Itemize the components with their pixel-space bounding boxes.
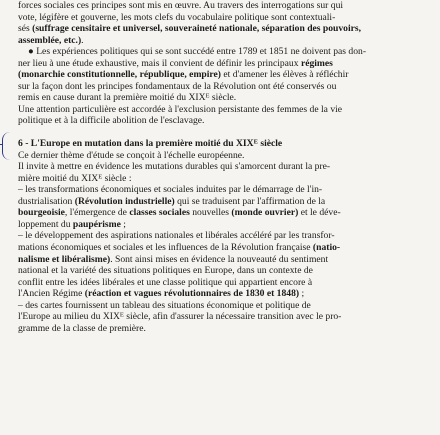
bold-terms: nalisme et libéralisme) bbox=[18, 253, 111, 265]
text-line: l'Europe au milieu du XIX bbox=[18, 311, 120, 323]
paragraph-vocabulary bbox=[18, 0, 434, 46]
text-line: conflit entre les idées libérales et une classe politique qui appartient encore à bbox=[18, 276, 313, 288]
text-line: . bbox=[81, 34, 84, 46]
text-line: mations économiques et sociales et les influences de la Révolution française bbox=[18, 241, 313, 253]
superscript: E bbox=[253, 138, 258, 146]
text-line: . Sont ainsi mises en évidence la nouveauté du sentiment bbox=[110, 253, 329, 265]
text-line: qui se traduisent par l'affirmation de la bbox=[174, 195, 326, 207]
spacer bbox=[18, 127, 434, 138]
text-line: gramme de la classe de première. bbox=[18, 322, 146, 334]
text-line: ; bbox=[120, 218, 126, 230]
list-item-maps bbox=[18, 300, 434, 335]
paragraph-invite bbox=[18, 161, 434, 184]
text-line: , l'émergence de bbox=[64, 207, 130, 219]
bold-terms: régimes bbox=[300, 57, 333, 69]
text-line: – le développement des aspirations nationales et libérales accéléré par les transfor- bbox=[18, 230, 335, 242]
list-item-transformations bbox=[18, 184, 434, 230]
bold-terms: (monarchie constitutionnelle, république, empire) bbox=[18, 69, 221, 81]
text-line: – les transformations économiques et sociales induites par le démarrage de l'in- bbox=[18, 184, 323, 196]
text-line: ; bbox=[299, 288, 305, 300]
text-line: siècle. bbox=[209, 92, 237, 104]
text-line: Les expériences politiques qui se sont succédé entre 1789 et 1851 ne doivent pas don- bbox=[33, 46, 367, 58]
text-line: loppement du bbox=[18, 218, 73, 230]
text-line: remis en cause durant la première moitié du XIX bbox=[18, 92, 206, 104]
text-line: mière moitié du XIX bbox=[18, 172, 99, 184]
superscript: E bbox=[119, 311, 124, 319]
text-line: Il invite à mettre en évidence les mutations durables qui s'amorcent durant la pre- bbox=[18, 161, 331, 173]
bold-terms: (réaction et vagues révolutionnaires de 1830 et 1848) bbox=[84, 288, 300, 300]
text-line: politique et à la difficile abolition de l'esclavage. bbox=[18, 115, 205, 127]
bold-terms: (monde ouvrier) bbox=[231, 207, 299, 219]
heading-text: 6 - L'Europe en mutation dans la première moitié du XIX bbox=[18, 138, 254, 150]
text-line: – des cartes fournissent un tableau des situations économique et politique de bbox=[18, 299, 311, 311]
text-line: dustrialisation bbox=[18, 195, 75, 207]
text-line: siècle : bbox=[102, 172, 132, 184]
text-line: l'Ancien Régime bbox=[18, 288, 85, 300]
text-line: national et la variété des situations politiques en Europe, dans un contexte de bbox=[18, 265, 313, 277]
superscript: E bbox=[98, 173, 103, 181]
text-line: vote, légifère et gouverne, les mots clefs du vocabulaire politique sont contextuali- bbox=[18, 11, 336, 23]
text-line: sés bbox=[18, 23, 33, 35]
text-line: sur la façon dont les principes fondamentaux de la Révolution ont été conservés ou bbox=[18, 80, 337, 92]
bold-terms: (suffrage censitaire et universel, souveraineté nationale, séparation des pouvoirs, bbox=[32, 23, 362, 35]
section-heading bbox=[18, 138, 434, 150]
heading-text: siècle bbox=[257, 138, 283, 150]
text-line: Ce dernier thème d'étude se conçoit à l'échelle européenne. bbox=[18, 149, 245, 161]
paragraph-attention bbox=[18, 104, 434, 127]
text-line: siècle, afin d'assurer la nécessaire transition avec le pro- bbox=[123, 311, 342, 323]
text-line: nouvelles bbox=[189, 207, 232, 219]
paragraph-experiences bbox=[18, 46, 434, 104]
bold-terms: (natio- bbox=[312, 241, 341, 253]
superscript: E bbox=[205, 92, 210, 100]
margin-brace-mark bbox=[2, 132, 12, 160]
bold-terms: classes sociales bbox=[129, 207, 190, 219]
text-line: Une attention particulière est accordée à l'exclusion persistante des femmes de la vie bbox=[18, 103, 343, 115]
bold-terms: (Révolution industrielle) bbox=[74, 195, 175, 207]
bold-terms: assemblée, etc.) bbox=[18, 34, 82, 46]
bold-terms: bourgeoisie bbox=[18, 207, 65, 219]
text-line: forces sociales ces principes sont mis en œuvre. Au travers des interrogations sur qui bbox=[18, 0, 344, 11]
list-item-aspirations bbox=[18, 230, 434, 299]
paragraph-intro bbox=[18, 150, 434, 162]
text-line: et le déve- bbox=[298, 207, 341, 219]
bullet-icon: ● bbox=[28, 46, 34, 58]
bold-terms: paupérisme bbox=[72, 218, 121, 230]
text-line: ner lieu à une étude exhaustive, mais il convient de définir les principaux bbox=[18, 57, 301, 69]
text-line: et d'amener les élèves à réfléchir bbox=[220, 69, 349, 81]
